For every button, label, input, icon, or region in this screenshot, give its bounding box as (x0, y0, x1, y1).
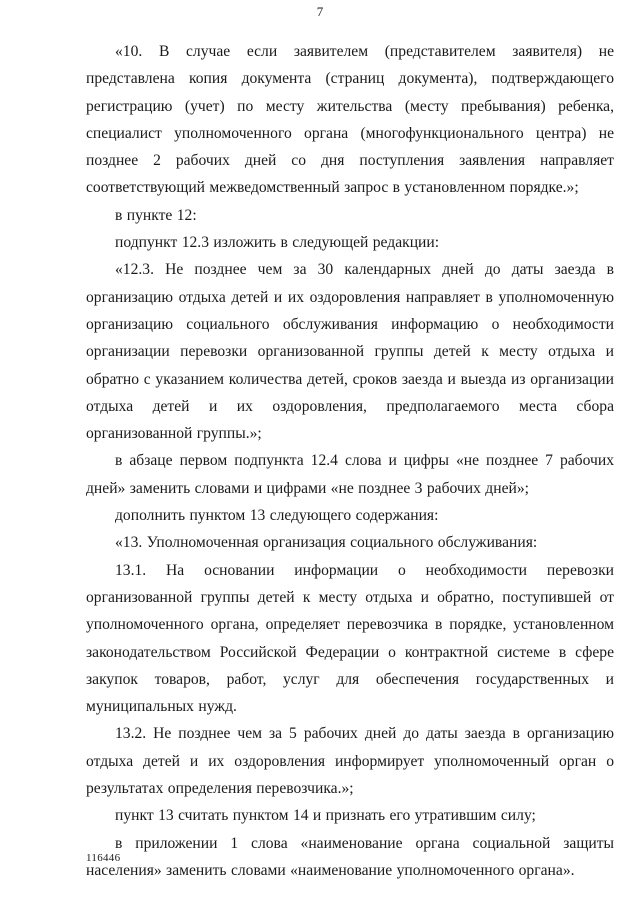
paragraph-in-point-12: в пункте 12: (115, 206, 197, 224)
paragraph-subpoint-12-3-intro: подпункт 12.3 изложить в следующей редакции: (115, 234, 440, 252)
paragraph-subpoint-13-1: 13.1. На основании информации о необходимости перевозки организованной группы детей к месту отдыха и обратно, поступившей от уполномоченного органа, определяет перевозчика в порядке, установленном законодательством Российской Федерации о контрактной системе в сфере закупок товаров, работ, услуг для обеспечения государственных и муниципальных нужд. (86, 561, 614, 716)
document-body (86, 38, 614, 884)
paragraph-point-13-to-14: пункт 13 считать пунктом 14 и признать его утратившим силу; (115, 807, 536, 825)
paragraph-subpoint-13-2: 13.2. Не позднее чем за 5 рабочих дней до даты заезда в организацию отдыха детей и их оздоровления информирует уполномоченный орган о результатах определения перевозчика.»; (86, 725, 614, 798)
paragraph-point-13-heading: «13. Уполномоченная организация социального обслуживания: (115, 534, 538, 552)
paragraph-add-point-13: дополнить пунктом 13 следующего содержания: (115, 507, 439, 525)
paragraph-appendix-1-change: в приложении 1 слова «наименование органа социальной защиты населения» заменить словами «наименование уполномоченного органа». (86, 834, 614, 879)
paragraph-subpoint-12-4-change: в абзаце первом подпункта 12.4 слова и цифры «не позднее 7 рабочих дней» заменить словами и цифрами «не позднее 3 рабочих дней»; (86, 452, 614, 497)
paragraph-subpoint-12-3-text: «12.3. Не позднее чем за 30 календарных дней до даты заезда в организацию отдыха детей и их оздоровления направляет в уполномоченную организацию социального обслуживания информацию о необходимости организации перевозки организованной группы детей к месту отдыха и обратно с указанием количества детей, сроков заезда и выезда из организации отдыха детей и их оздоровления, предполагаемого места сбора организованной группы.»; (86, 261, 614, 443)
document-code: 116446 (86, 852, 121, 864)
page-number: 7 (316, 4, 324, 19)
paragraph-item-10-amendment: «10. В случае если заявителем (представителем заявителя) не представлена копия документа (страниц документа), подтверждающего регистрацию (учет) по месту жительства (месту пребывания) ребенка, специалист уполномоченного органа (многофункционального центра) не позднее 2 рабочих дней со дня поступления заявления направляет соответствующий межведомственный запрос в установленном порядке.»; (86, 43, 614, 197)
